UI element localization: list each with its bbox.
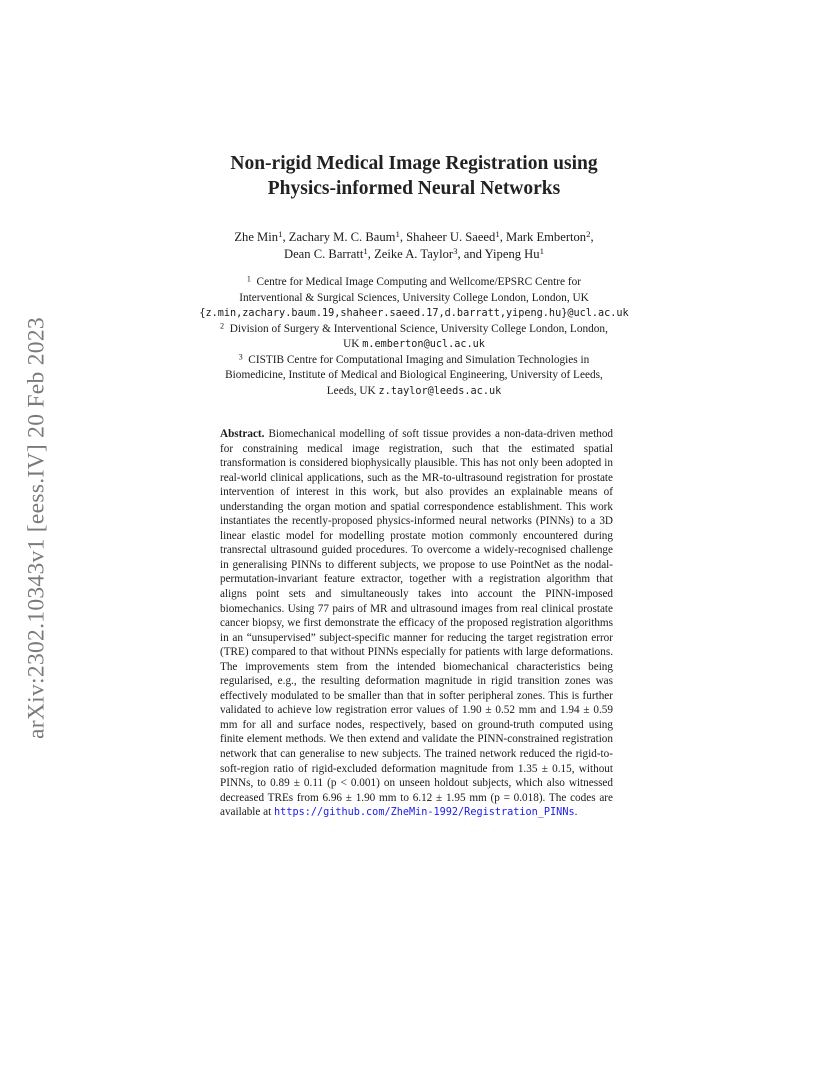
affiliation-text: UK [343,338,363,350]
author-separator: , [282,230,289,244]
affiliation-2-line-1 [0,322,828,338]
author-affil-mark: 1 [363,246,368,257]
affiliation-1-line-1 [0,275,828,291]
affiliation-number: 1 [246,274,251,284]
author-affil-mark: 1 [395,229,400,240]
author-separator: , and [457,247,485,261]
author-name: Zachary M. C. Baum [288,230,396,244]
author-line-1 [0,229,828,246]
affiliation-1-line-2: Interventional & Surgical Sciences, University College London, London, UK [239,291,589,304]
affiliation-number: 3 [238,351,243,361]
affiliation-text: Leeds, UK [326,384,379,397]
author-separator: , [499,230,507,244]
author-name: Zhe Min [234,230,279,244]
title-line-1: Non-rigid Medical Image Registration using [230,153,598,174]
arxiv-identifier: arXiv:2302.10343v1 [eess.IV] 20 Feb 2023 [23,317,50,739]
author-line-2 [0,246,828,263]
affiliation-2-line-2 [0,337,828,353]
author-affil-mark: 1 [539,246,544,257]
abstract [220,427,613,821]
title-line-2: Physics-informed Neural Networks [267,178,561,199]
author-separator: , [399,230,407,244]
affiliation-text: Division of Surgery & Interventional Science, University College London, London, [229,322,608,335]
author-name: Zeike A. Taylor [374,247,454,261]
paper-title [0,151,828,201]
affiliation-text: CISTIB Centre for Computational Imaging and Simulation Technologies in [248,353,590,366]
affiliation-list [0,275,828,399]
author-separator: , [367,247,375,261]
author-name: Mark Emberton [506,230,587,244]
affiliation-2-email: m.emberton@ucl.ac.uk [362,339,485,350]
code-link[interactable]: https://github.com/ZheMin-1992/Registration_PINNs [274,807,575,819]
affiliation-1-email: {z.min,zachary.baum.19,shaheer.saeed.17,d.barratt,yipeng.hu}@ucl.ac.uk [199,308,629,319]
abstract-end: . [574,806,578,819]
affiliation-3-line-2: Biomedicine, Institute of Medical and Biological Engineering, University of Leeds, [225,369,603,381]
author-name: Shaheer U. Saeed [406,230,496,244]
author-affil-mark: 3 [453,246,458,257]
author-affil-mark: 1 [278,229,283,240]
abstract-label: Abstract. [220,428,265,440]
author-list [0,229,828,263]
author-affil-mark: 2 [586,229,591,240]
author-affil-mark: 1 [495,229,500,240]
author-name: Dean C. Barratt [284,247,364,261]
affiliation-3-line-3 [0,384,828,400]
author-separator: , [590,230,594,244]
affiliation-text: Centre for Medical Image Computing and Wellcome/EPSRC Centre for [256,276,582,288]
affiliation-3-line-1 [0,353,828,369]
affiliation-3-email: z.taylor@leeds.ac.uk [378,385,502,397]
abstract-body: Biomechanical modelling of soft tissue provides a non-data-driven method for constraining medical image registration, such that the estimated spatial transformation is considered biophysically plausible. This has not only been adopted in real-world clinical applications, such as the MR-to-ultrasound registration for prostate intervention of interest in this work, but also provides an explainable means of understanding the organ motion and spatial correspondence establishment. This work instantiates the recently-proposed physics-informed neural networks (PINNs) to a 3D linear elastic model for modelling prostate motion commonly encountered during transrectal ultrasound guided procedures. To overcome a widely-recognised challenge in generalising PINNs to different subjects, we propose to use PointNet as the nodal-permutation-invariant feature extractor, together with a registration algorithm that aligns point sets and simultaneously takes into account the PINN-imposed biomechanics. Using 77 pairs of MR and ultrasound images from real clinical prostate cancer biopsy, we first demonstrate the efficacy of the proposed registration algorithms in an “unsupervised” subject-specific manner for reducing the target registration error (TRE) compared to that without PINNs especially for patients with large deformations. The improvements stem from the intended biomechanical characteristics being regularised, e.g., the resulting deformation magnitude in rigid transition zones was effectively modulated to be smaller than that in softer peripheral zones. This is further validated to achieve low registration error values of 1.90 ± 0.52 mm and 1.94 ± 0.59 mm for all and surface nodes, respectively, based on ground-truth computed using finite element methods. We then extend and validate the PINN-constrained registration network that can generalise to new subjects. The trained network reduced the rigid-to-soft-region ratio of rigid-excluded deformation magnitude from 1.35 ± 0.15, without PINNs, to 0.89 ± 0.11 (p < 0.001) on unseen holdout subjects, which also witnessed decreased TREs from 6.96 ± 1.90 mm to 6.12 ± 1.95 mm (p = 0.018). The codes are available at [220,428,614,819]
affiliation-number: 2 [220,320,225,330]
author-name: Yipeng Hu [484,247,540,261]
